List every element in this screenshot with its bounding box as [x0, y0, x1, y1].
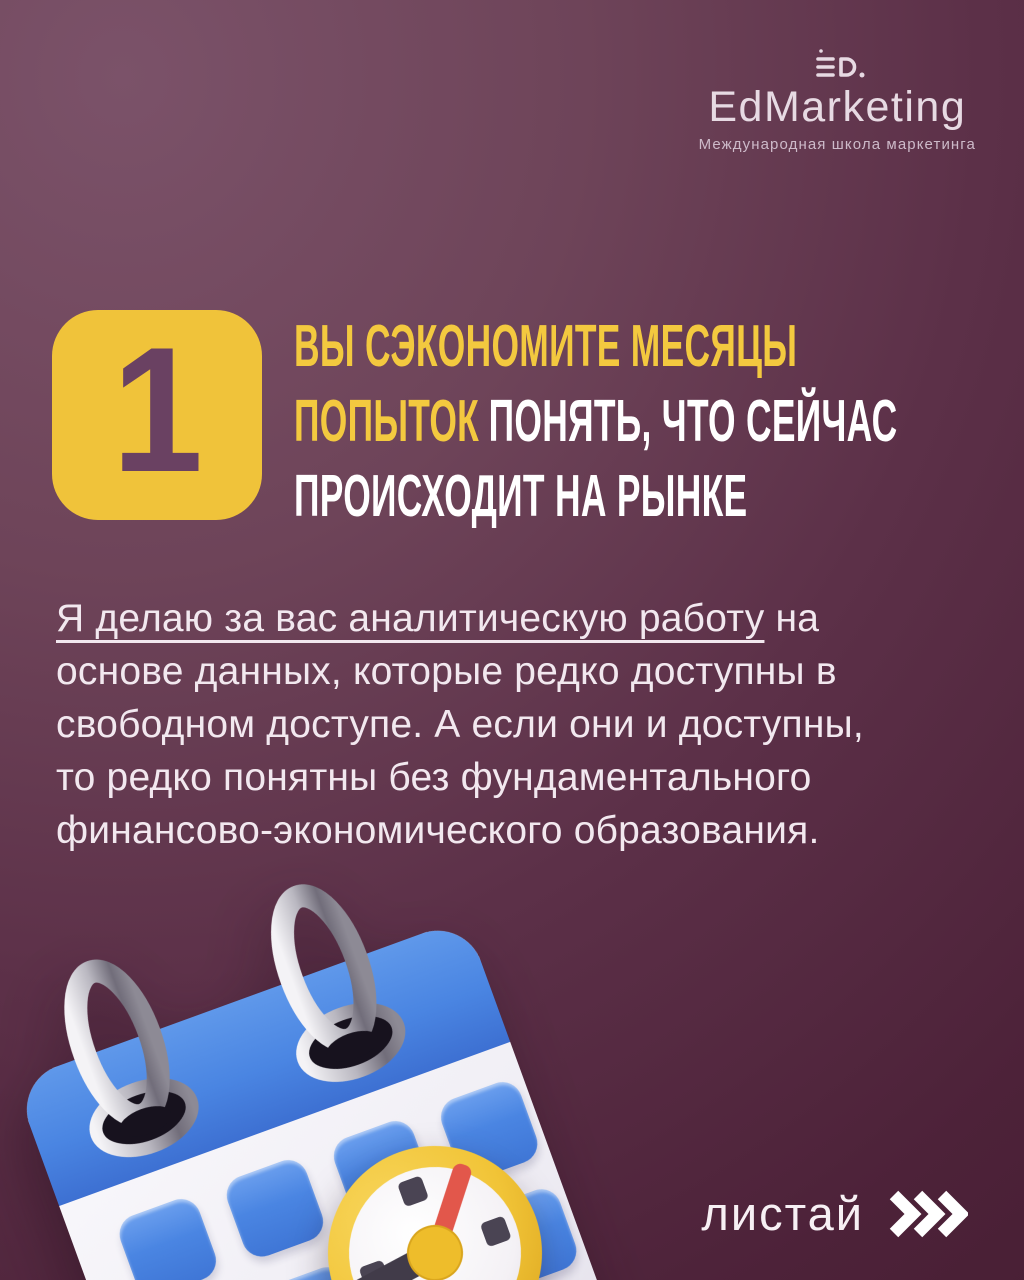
body-line: основе данных, которые редко доступны в — [56, 650, 837, 693]
underlined-phrase: Я делаю за вас аналитическую работу — [56, 597, 765, 640]
brand-logo — [699, 44, 976, 153]
brand-tagline: Международная школа маркетинга — [698, 136, 976, 154]
title-line-1: ВЫ СЭКОНОМИТЕ МЕСЯЦЫ — [294, 312, 798, 379]
body-line: то редко понятны без фундаментального — [56, 756, 812, 799]
body-line: Я делаю за вас аналитическую работу на — [56, 597, 820, 640]
body-line: финансово-экономического образования. — [56, 809, 820, 852]
slide-title — [294, 308, 1024, 533]
swipe-label: листай — [701, 1187, 864, 1240]
title-highlight: ПОПЫТОК — [294, 387, 480, 454]
slide-number: 1 — [111, 310, 203, 509]
body-line: свободном доступе. А если они и доступны, — [56, 703, 864, 746]
edmarketing-logo-mark-icon — [804, 44, 870, 84]
triple-chevron-right-icon — [888, 1188, 968, 1240]
swipe-cue[interactable] — [701, 1186, 968, 1241]
title-line-2: ПОПЫТОК ПОНЯТЬ, ЧТО СЕЙЧАС — [294, 387, 898, 454]
slide-number-badge — [52, 310, 262, 520]
body-text — [56, 592, 986, 857]
title-line-3: ПРОИСХОДИТ НА РЫНКЕ — [294, 462, 748, 529]
brand-name: EdMarketing — [708, 83, 967, 131]
